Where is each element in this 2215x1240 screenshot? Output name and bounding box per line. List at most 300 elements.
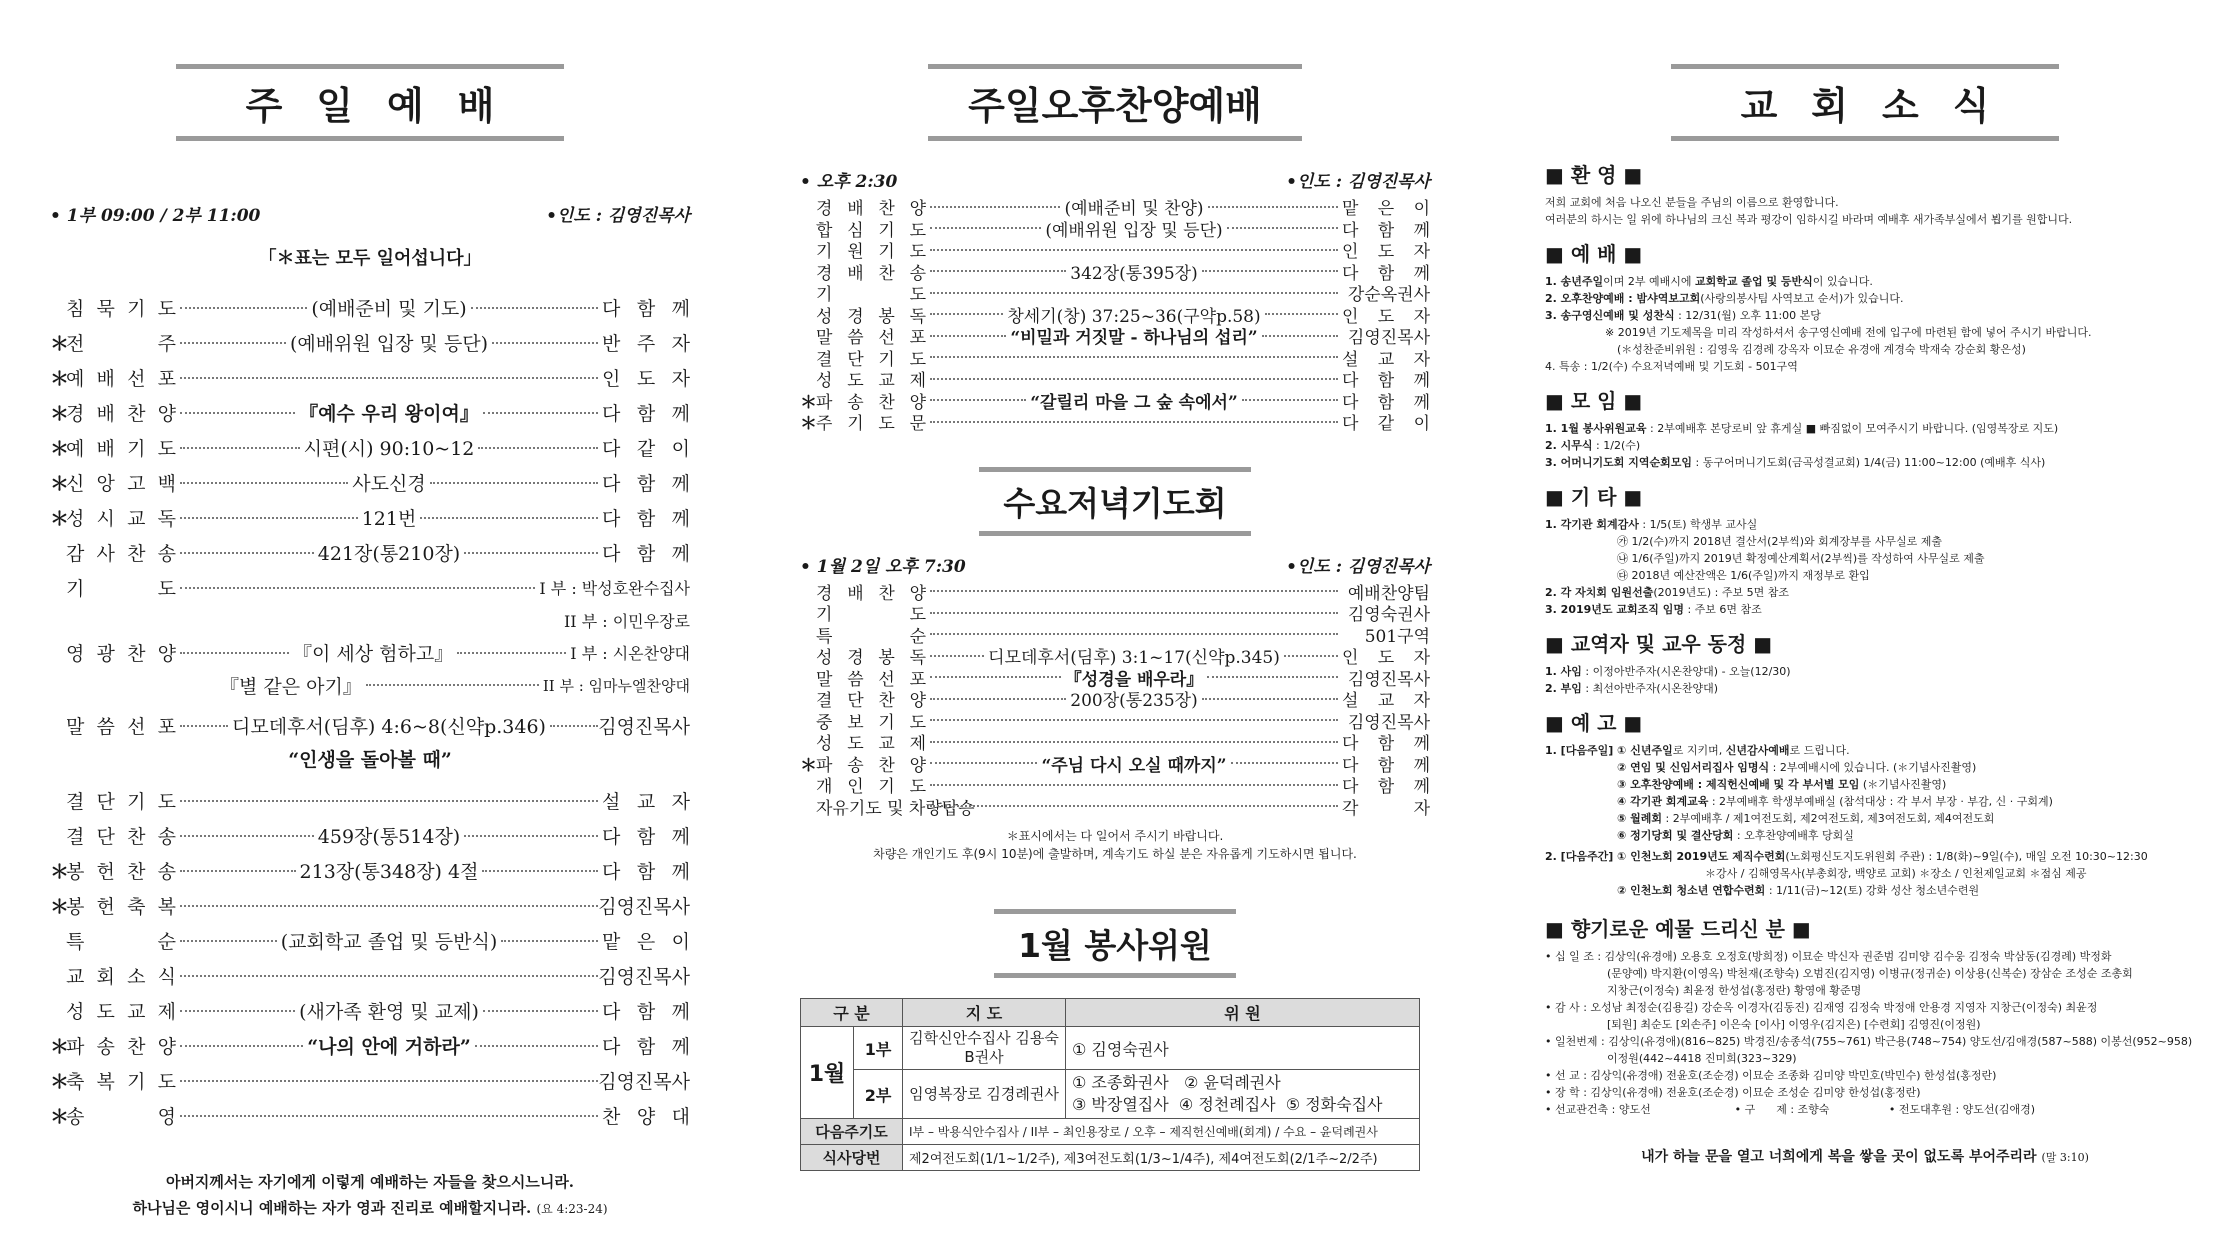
order-person: 다 함 께 [1342,371,1430,392]
standing-note-2: ＊표시에서는 다 일어서 주시기 바랍니다. [1006,829,1224,843]
notice-line: 1. 사임 : 이정아반주자(시온찬양대) - 오늘(12/30) [1545,665,1791,678]
order-person: 다 같 이 [602,438,690,460]
order-label: 중 보 기 도 [816,712,926,733]
notice-line: 1. [다음주일] ① 신년주일로 지키며, 신년감사예배로 드립니다. [1545,744,1850,757]
dot-leader [180,1115,598,1117]
afternoon-time: • 오후 2:30 [800,172,898,192]
order-row [800,218,1430,240]
dot-leader [180,1080,598,1082]
order-row [50,1028,690,1063]
dot-leader [1284,655,1338,657]
order-row [800,282,1430,304]
dot-leader [930,335,1006,337]
wednesday-prayer-title: 수요저녁기도회 [979,467,1250,536]
welcome-line-2: 여러분의 하시는 일 위에 하나님의 크신 복과 평강이 임하시길 바라며 예배후 새가족부실에서 뵙기를 원합니다. [1545,213,2073,226]
dot-leader [1231,762,1338,764]
afternoon-worship-title: 주일오후찬양예배 [928,64,1302,141]
dot-leader [930,805,1338,807]
dot-leader [930,356,1338,358]
order-row [800,710,1430,732]
notice-line: ㉮ 1/2(수)까지 2018년 결산서(2부씩)와 회계장부를 사무실로 제출 [1617,535,1942,548]
order-label: 경 배 찬 양 [66,403,176,425]
order-label: 감 사 찬 송 [66,543,176,565]
part-cell: 2부 [854,1070,903,1119]
order-row [50,290,690,325]
praise-song-1: 『이 세상 험하고』 [293,643,454,665]
sermon-passage: 디모데후서(딤후) 4:6~8(신약p.346) [232,716,546,738]
column1-footer [50,1169,690,1222]
order-row-prayer-2 [50,605,690,635]
dot-leader [930,292,1338,294]
standing-mark: ＊ [800,755,817,776]
order-row [800,239,1430,261]
dot-leader [180,447,300,449]
footer-verse: 내가 하늘 문을 열고 너희에게 복을 쌓을 곳이 없도록 부어주리라 [1641,1149,2037,1165]
order-person: 김영진목사 [1347,712,1430,733]
dot-leader [930,206,1060,208]
footer-verse-ref: (요 4:23-24) [536,1202,608,1216]
dot-leader [430,482,598,484]
order-row-sermon [50,708,690,743]
notice-line: ④ 각기관 회계교육 : 2부예배후 학생부예배실 (참석대상 : 각 부서 부장 · 부감, 신 · 구회계) [1617,795,2053,808]
order-person: 설 교 자 [1342,349,1430,370]
dot-leader [180,652,289,654]
order-person: 다 함 께 [602,473,690,495]
order-person: 다 함 께 [1342,220,1430,241]
order-person: 다 함 께 [602,543,690,565]
order-content: 『예수 우리 왕이여』 [299,403,479,425]
leader-cell: 임영복장로 김경례권사 [903,1070,1066,1119]
notice-line: 3. 송구영신예배 및 성찬식 : 12/31(월) 오후 11:00 본당 [1545,309,1821,322]
order-row [50,958,690,993]
order-row [800,261,1430,283]
order-content: 342장(통395장) [1070,263,1198,284]
offering-line: • 선 교 : 김상익(유경애) 전윤호(조순경) 이묘순 조종화 김미양 박민호(박민수) 한성섭(홍정란) [1545,1069,1997,1082]
order-person: 인 도 자 [1342,648,1431,669]
order-row [800,347,1430,369]
standing-mark: ＊ [50,438,70,460]
order-label: 특 순 [816,626,926,647]
order-content: “비밀과 거짓말 - 하나님의 섭리” [1010,328,1258,349]
order-row [50,1063,690,1098]
dot-leader [180,800,598,802]
dot-leader [180,377,598,379]
order-row [800,624,1430,646]
order-person: 다 함 께 [602,826,690,848]
order-row [50,325,690,360]
table-row [801,1145,1420,1171]
meal-duty-value: 제2여전도회(1/1~1/2주), 제3여전도회(1/3~1/4주), 제4여전도회(2/1주~2/2주) [903,1145,1420,1171]
order-content: “갈릴리 마을 그 숲 속에서” [1030,392,1238,413]
dot-leader [180,870,296,872]
order-person: 김영진목사 [598,966,690,988]
church-news-title: 교회소식 [1671,64,2060,141]
standing-mark: ＊ [50,508,70,530]
order-row [50,818,690,853]
dot-leader [180,412,295,414]
col-header-leader: 지 도 [903,999,1066,1027]
dot-leader [471,307,598,309]
section-welcome: ■ 환 영 ■ [1545,163,1643,187]
order-content: 시편(시) 90:10~12 [303,438,475,460]
order-row [800,390,1430,412]
volunteers-table [800,998,1420,1171]
dot-leader [180,905,598,907]
dot-leader [464,552,598,554]
notice-line: 1. 각기관 회계감사 : 1/5(토) 학생부 교사실 [1545,518,1758,531]
dot-leader [478,447,598,449]
dot-leader [1202,698,1338,700]
standing-mark: ＊ [50,1036,70,1058]
order-label: 결 단 기 도 [816,349,926,370]
order-label: 파 송 찬 양 [816,392,926,413]
notice-line: 2. 오후찬양예배 : 밤샤역보고회(사랑의봉사팀 사역보고 순서)가 있습니다. [1545,292,1904,305]
dot-leader [180,940,277,942]
section-upcoming: ■ 예 고 ■ [1545,711,1643,735]
notice-line: 2. 시무식 : 1/2(수) [1545,439,1641,452]
table-header-row [801,999,1420,1027]
praise-choir-1: I 부 : 시온찬양대 [570,644,690,663]
dot-leader [180,482,348,484]
praise-choir-2: II 부 : 임마누엘찬양대 [542,676,690,695]
order-list-part1 [50,290,690,570]
dot-leader [180,1010,295,1012]
order-label: 성 도 교 제 [66,1001,176,1023]
dot-leader [1242,399,1338,401]
order-row [50,360,690,395]
order-label: 말 씀 선 포 [816,328,926,349]
standing-note: 「＊표는 모두 일어섭니다」 [258,248,482,269]
notice-line: ③ 오후찬양예배 : 제직헌신예배 및 각 부서별 모임 (＊기념사진촬영) [1617,778,1947,791]
dot-leader [475,1045,598,1047]
order-person: 설 교 자 [602,791,690,813]
dot-leader [1207,676,1338,678]
order-person: 501구역 [1364,626,1430,647]
sermon-preacher: 김영진목사 [598,716,690,738]
standing-mark: ＊ [50,1106,70,1128]
notice-line: 1. 송년주일이며 2부 예배시에 교회학교 졸업 및 등반식이 있습니다. [1545,275,1873,288]
order-person: 다 함 께 [602,403,690,425]
offering-line: • 장 학 : 김상익(유경애) 전윤호(조순경) 이묘순 조성순 김미양 한성섭(홍정란) [1545,1086,1921,1099]
order-label: 기 원 기 도 [816,242,926,263]
order-person: 다 함 께 [602,1001,690,1023]
order-person: 다 함 께 [1342,263,1430,284]
notice-line: ⑤ 월례회 : 2부예배후 / 제1여전도회, 제2여전도회, 제3여전도회, 제4여전도회 [1617,812,1995,825]
dot-leader [180,342,286,344]
worship-time: • 1부 09:00 / 2부 11:00 [50,206,261,226]
order-row [800,581,1430,603]
dot-leader [180,725,228,727]
order-content: 『성경을 배우라』 [1064,669,1204,690]
afternoon-worship-column [800,0,1430,1240]
order-label: 파 송 찬 양 [66,1036,176,1058]
order-label: 예 배 선 포 [66,368,176,390]
dot-leader [180,587,535,589]
order-row [50,1098,690,1133]
section-offerings: ■ 향기로운 예물 드리신 분 ■ [1545,917,1811,941]
worship-leader: •인도 : 김영진목사 [546,206,690,226]
order-row [50,465,690,500]
order-row [800,368,1430,390]
footer-verse-1: 아버지께서는 자기에게 이렇게 예배하는 자들을 찾으시느니라. [165,1173,575,1191]
order-row [50,500,690,535]
order-label: 예 배 기 도 [66,438,176,460]
wednesday-notes [800,827,1430,863]
order-label: 영 광 찬 양 [66,643,176,665]
order-person: 찬 양 대 [602,1106,690,1128]
member: ③ 박장열집사 [1072,1095,1169,1114]
dot-leader [482,870,598,872]
order-list-part2 [50,783,690,1133]
afternoon-subhead [800,167,1430,192]
order-content: 창세기(창) 37:25~36(구약p.58) [1007,306,1261,327]
order-content: (교회학교 졸업 및 등반식) [280,931,498,953]
order-label: 개 인 기 도 [816,777,926,798]
dot-leader [1265,313,1338,315]
order-label: 합 심 기 도 [816,220,926,241]
order-person: 다 함 께 [1342,755,1430,776]
standing-mark: ＊ [50,368,70,390]
notice-line: 2. [다음주간] ① 인천노회 2019년도 제직수련회(노회평신도지도위원회 주관) : 1/8(화)~9일(수), 매일 오전 10:30~12:30 [1545,850,2148,863]
dot-leader [930,313,1003,315]
order-content: 213장(통348장) 4절 [299,861,479,883]
offering-line: 이정원(442~4418 진미희(323~329) [1607,1052,1797,1065]
order-content: 421장(통210장) [317,543,461,565]
dot-leader [930,698,1066,700]
notice-line: ② 연임 및 신임서리집사 임명식 : 2부예배시에 있습니다. (＊기념사진촬영) [1617,761,1977,774]
order-row [50,783,690,818]
order-person: 예배찬양팀 [1347,583,1430,604]
notice-line: 3. 어머니기도회 지역순회모임 : 동구어머니기도회(금곡성결교회) 1/4(금) 11:00~12:00 (예배후 식사) [1545,456,2046,469]
order-content: 459장(통514장) [317,826,461,848]
prayer-first: I 부 : 박성호완수집사 [539,579,690,598]
afternoon-leader: •인도 : 김영진목사 [1286,172,1430,192]
month-cell: 1월 [801,1027,854,1119]
notice-line: ※ 2019년 기도제목을 미리 작성하셔서 송구영신예배 전에 입구에 마련된 함에 넣어 주시기 바랍니다. [1605,326,2092,339]
dot-leader [930,399,1026,401]
order-label: 성 경 봉 독 [816,306,926,327]
notice-line: 2. 부임 : 최선아반주자(시온찬양대) [1545,682,1719,695]
order-label: 전 주 [66,333,176,355]
dot-leader [930,741,1338,743]
order-person: 다 함 께 [602,861,690,883]
table-row [801,1027,1420,1070]
order-label: 기 도 [816,605,926,626]
order-label: 성 도 교 제 [816,734,926,755]
order-person: 다 함 께 [602,1036,690,1058]
order-person: 다 함 께 [1342,392,1431,413]
order-label: 주 기 도 문 [816,414,926,435]
standing-mark: ＊ [800,414,817,435]
order-label: 교 회 소 식 [66,966,176,988]
dot-leader [420,517,598,519]
praise-song-2: 『별 같은 아기』 [220,675,362,698]
order-row [50,888,690,923]
order-label: 기 도 [816,285,926,306]
footer-verse-2: 하나님은 영이시니 예배하는 자가 영과 진리로 예배할지니라. [132,1199,532,1217]
order-label: 말 씀 선 포 [66,716,176,738]
order-label: 말 씀 선 포 [816,669,926,690]
welcome-line-1: 저희 교회에 처음 나오신 분들을 주님의 이름으로 환영합니다. [1545,196,1839,209]
order-person: 다 같 이 [1342,414,1430,435]
order-person: 김영진목사 [598,1071,690,1093]
order-person: 각 자 [1342,798,1430,819]
dot-leader [930,655,984,657]
order-row [800,796,1430,818]
order-person: 인 도 자 [1342,242,1430,263]
order-content: 사도신경 [352,473,426,495]
standing-mark: ＊ [800,392,817,413]
order-row [800,411,1430,433]
order-label: 봉 헌 찬 송 [66,861,176,883]
members-cell: ① 김영숙권사 [1066,1027,1420,1070]
dot-leader [464,835,598,837]
member: ④ 정천례집사 [1178,1095,1276,1114]
notice-line: 3. 2019년도 교회조직 임명 : 주보 6면 참조 [1545,603,1762,616]
order-content: (예배준비 및 찬양) [1064,199,1204,220]
standing-mark: ＊ [50,1071,70,1093]
dot-leader [1208,206,1338,208]
offering-line: • 십 일 조 : 김상익(유경애) 오용호 오정호(방희정) 이묘순 박신자 권준범 김미양 김수웅 김정숙 박삼동(김경례) 박정화 [1545,950,2112,963]
dot-leader [930,676,1061,678]
section-worship: ■ 예 배 ■ [1545,242,1643,266]
order-row [50,993,690,1028]
next-week-value: I부 – 박용식안수집사 / II부 – 최인용장로 / 오후 – 제직헌신예배(회계) / 수요 – 윤덕례권사 [903,1119,1420,1145]
order-row [800,667,1430,689]
member: ① 조종화권사 [1072,1073,1169,1092]
next-week-label: 다음주기도 [801,1119,903,1145]
order-row [50,853,690,888]
church-news-column [1545,0,2193,1240]
member: ⑤ 정화숙집사 [1285,1095,1383,1114]
col-header-division: 구 분 [801,999,903,1027]
order-person: 맡 은 이 [1342,199,1430,220]
order-row [50,535,690,570]
table-row [801,1119,1420,1145]
sunday-worship-column [50,0,690,1240]
dot-leader [501,940,598,942]
order-row [800,325,1430,347]
offering-line: • 일천번제 : 김상익(유경애)(816~825) 박경진/송종석(755~761) 박근용(748~754) 양도선/김애경(587~588) 이봉선(952~958) [1545,1035,2193,1048]
section-meetings: ■ 모 임 ■ [1545,389,1643,413]
dot-leader [180,517,358,519]
order-content: 200장(통235장) [1070,691,1198,712]
dot-leader [483,1010,598,1012]
order-content: 121번 [361,508,417,530]
dot-leader [930,590,1338,592]
members-cell [1066,1070,1420,1119]
order-label: 송 영 [66,1106,176,1128]
order-person: 다 함 께 [602,298,690,320]
notice-line: ⑥ 정기당회 및 결산당회 : 오후찬양예배후 당회실 [1617,829,1854,842]
order-person: 김영진목사 [598,896,690,918]
order-label: 파 송 찬 양 [816,755,926,776]
order-content: “나의 안에 거하라” [307,1036,471,1058]
order-label: 결 단 기 도 [66,791,176,813]
order-label: 자유기도 및 차량탑승 [816,798,975,819]
dot-leader [1202,270,1338,272]
offering-line: 지창근(이정숙) 최윤정 한성섭(홍정란) 황영애 황준명 [1607,984,1862,997]
notice-line: ② 인천노회 청소년 연합수련회 : 1/11(금)~12(토) 강화 성산 청소년수련원 [1617,884,1980,897]
dot-leader [180,552,314,554]
sermon-title: “인생을 돌아볼 때” [288,749,452,771]
dot-leader [180,307,307,309]
dot-leader [930,270,1066,272]
offering-line: [퇴원] 최순도 [외손주] 이은숙 [이사] 이영우(김지은) [수련회] 김영진(이정원) [1607,1018,1981,1031]
dot-leader [930,633,1338,635]
order-row [800,753,1430,775]
order-row [800,645,1430,667]
dot-leader [930,612,1338,614]
footer-verse-ref: (말 3:10) [2041,1151,2089,1164]
order-person: 인 도 자 [1342,306,1431,327]
section-staff-news: ■ 교역자 및 교우 동정 ■ [1545,632,1773,656]
dot-leader [930,719,1338,721]
sunday-worship-subhead [50,201,690,226]
order-content: (예배위원 입장 및 등단) [289,333,489,355]
volunteers-title: 1월 봉사위원 [994,909,1236,978]
dot-leader [492,342,598,344]
dot-leader [930,784,1338,786]
order-row-praise-2 [50,670,690,700]
order-label: 봉 헌 축 복 [66,896,176,918]
order-row-praise [50,635,690,670]
order-label: 경 배 찬 송 [816,263,926,284]
standing-mark: ＊ [50,403,70,425]
order-person: 설 교 자 [1342,691,1430,712]
offering-line: • 선교관건축 : 양도선 • 구 제 : 조향숙 • 전도대후원 : 양도선(김애경) [1545,1103,2035,1116]
dot-leader [366,684,539,686]
order-person: 반 주 자 [602,333,690,355]
order-row [800,688,1430,710]
standing-mark: ＊ [50,333,70,355]
order-row [50,923,690,958]
order-label: 침 묵 기 도 [66,298,176,320]
dot-leader [180,835,314,837]
order-label: 특 순 [66,931,176,953]
wednesday-subhead [800,552,1430,577]
vehicle-note: 차량은 개인기도 후(9시 10분)에 출발하며, 계속기도 하실 분은 자유롭게 기도하시면 됩니다. [873,847,1357,861]
order-label: 경 배 찬 양 [816,199,926,220]
member: ② 윤덕례권사 [1183,1073,1281,1092]
notice-line: ＊강사 / 김해영목사(부총회장, 백양로 교회) ＊장소 / 인천제일교회 ＊점심 제공 [1705,867,2087,880]
offering-line: • 감 사 : 오성남 최정순(김용길) 강순옥 이경자(김동진) 김재영 김정숙 박정애 안용경 지영자 지창근(이정숙) 최윤정 [1545,1001,2098,1014]
dot-leader [457,652,566,654]
dot-leader [483,412,598,414]
order-row [800,304,1430,326]
order-row [50,430,690,465]
standing-mark: ＊ [50,473,70,495]
dot-leader [180,975,598,977]
order-label: 경 배 찬 양 [816,583,926,604]
meal-duty-label: 식사당번 [801,1145,903,1171]
dot-leader [1262,335,1338,337]
order-label: 성 도 교 제 [816,371,926,392]
notice-line: 4. 특송 : 1/2(수) 수요저녁예배 및 기도회 - 501구역 [1545,360,1798,373]
order-person: 맡 은 이 [602,931,690,953]
dot-leader [930,378,1338,380]
notice-line: ㉯ 1/6(주일)까지 2019년 확정예산계획서(2부씩)를 작성하여 사무실로 제출 [1617,552,1985,565]
order-label: 신 앙 고 백 [66,473,176,495]
order-person: 김영진목사 [1347,328,1431,349]
afternoon-order-list [800,196,1430,433]
order-person: 인 도 자 [602,368,690,390]
order-label: 축 복 기 도 [66,1071,176,1093]
order-label: 결 단 찬 송 [66,826,176,848]
order-person: 강순옥권사 [1347,285,1430,306]
column3-footer [1545,1144,2185,1171]
notice-line: ㉰ 2018년 예산잔액은 1/6(주일)까지 재정부로 환입 [1617,569,1870,582]
